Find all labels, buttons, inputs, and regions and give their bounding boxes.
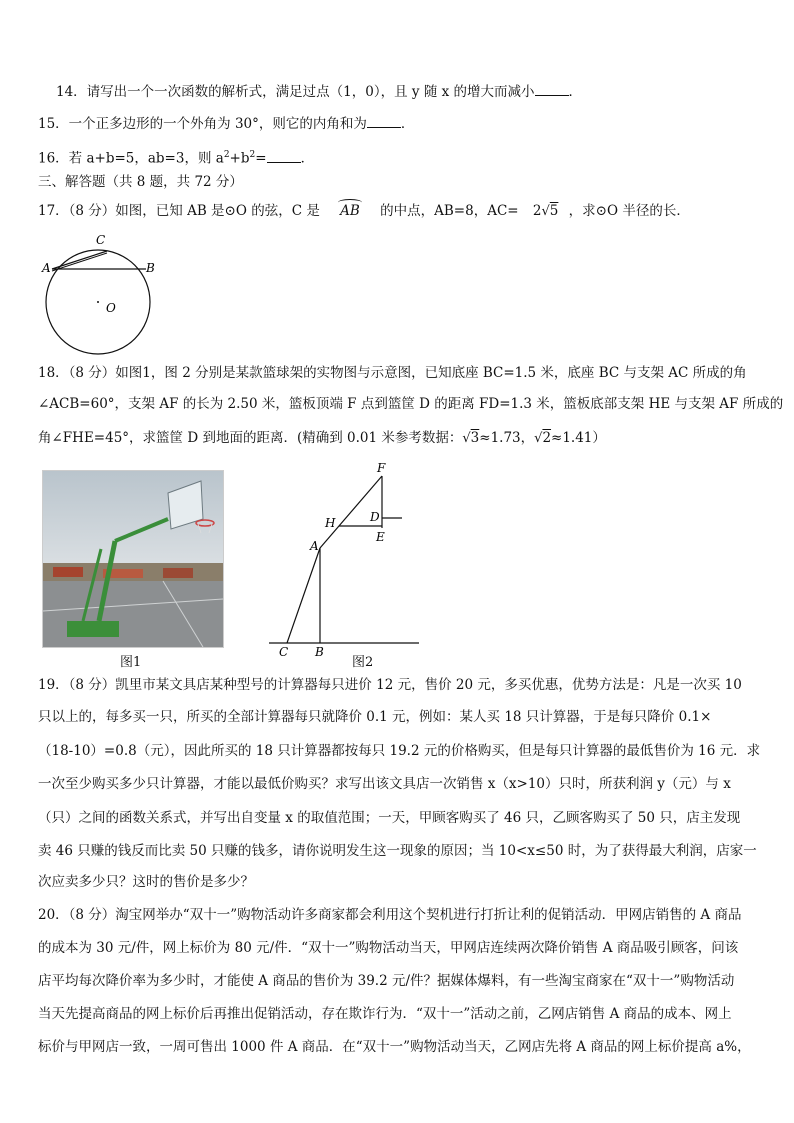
label-h: H [325,516,336,530]
sqrt-symbol: √ [541,204,550,219]
question-19-line: （18-10）=0.8（元），因此所买的 18 只计算器都按每只 19.2 元的价格购买，但是每只计算器的最低售价为 16 元．求 [38,743,761,759]
question-19-line: 19．（8 分）凯里市某文具店某种型号的计算器每只进价 12 元，售价 20 元，多买优惠，优势方法是：凡是一次买 10 [38,677,742,693]
answer-blank [367,115,401,128]
arc-ab: AB [340,203,360,219]
label-d: D [370,510,380,524]
label-c2: C [279,645,289,659]
chord-ac-shadow [52,253,107,271]
label-f: F [377,461,386,475]
question-19-line: 一次至少购买多少只计算器，才能以最低价购买？求写出该文具店一次销售 x（x>10）只时，所获利润 y（元）与 x [38,776,731,792]
question-20-line: 店平均每次降价率为多少时，才能使 A 商品的售价为 39.2 元/件？据媒体爆料，有一些淘宝商家在“双十一”购物活动 [38,973,735,989]
question-16: 16．若 a+b=5，ab=3，则 $a^2+b^2=$ ． [38,150,315,167]
support-ac [287,548,320,643]
answer-blank [535,83,569,96]
section-heading: 三、解答题（共 8 题，共 72 分） [38,174,243,190]
question-19-line: （只）之间的函数关系式，并写出自变量 x 的取值范围；一天，甲顾客购买了 46 只，乙顾客购买了 50 只，店主发现 [38,810,741,826]
label-a: A [42,261,51,275]
question-20-line: 20．（8 分）淘宝网举办“双十一”购物活动许多商家都会利用这个契机进行打折让利的促销活动．甲网店销售的 A 商品 [38,907,742,923]
question-18-line3: 角∠FHE=45°，求篮筐 D 到地面的距离．(精确到 0.01 米参考数据：√3≈1.73，√2≈1.41） [38,430,606,446]
label-b: B [146,261,155,275]
q14-text: 14．请写出一个一次函数的解析式，满足过点（1，0），且 y 随 x 的增大而减小 [56,84,535,100]
center-point [97,301,99,303]
question-20-line: 的成本为 30 元/件，网上标价为 80 元/件．“双十一”购物活动当天，甲网店连续两次降价销售 A 商品吸引顾客，问该 [38,940,739,956]
question-19-line: 只以上的，每多买一只，所买的全部计算器每只就降价 0.1 元，例如：某人买 18 只计算器，于是每只降价 0.1× [38,709,712,725]
label-b2: B [315,645,324,659]
question-20-line: 当天先提高商品的网上标价后再推出促销活动，存在欺诈行为．“双十一”活动之前，乙网店销售 A 商品的成本、网上 [38,1006,732,1022]
label-o: O [106,301,116,315]
figure2-caption: 图2 [352,655,374,670]
schematic-figure [265,458,425,663]
question-15: 15．一个正多边形的一个外角为 30°，则它的内角和为 ． [38,116,415,132]
question-19-line: 卖 46 只赚的钱反而比卖 50 只赚的钱多，请你说明发生这一现象的原因；当 10<x≤50 时，为了获得最大利润，店家一 [38,843,757,859]
question-20-line: 标价与甲网店一致，一周可售出 1000 件 A 商品．在“双十一”购物活动当天，乙网店先将 A 商品的网上标价提高 a%， [38,1039,751,1055]
label-c: C [96,233,106,247]
basketball-hoop-photo [42,470,224,648]
label-a2: A [310,539,319,553]
label-e: E [376,530,385,544]
answer-blank [267,150,301,163]
question-14: 14．请写出一个一次函数的解析式，满足过点（1，0），且 y 随 x 的增大而减小 ． [56,84,583,100]
question-17: 17．（8 分）如图，已知 AB 是⊙O 的弦，C 是 AB 的中点，AB=8，AC= 2√5 ，求⊙O 半径的长． [38,203,690,219]
question-19-line: 次应卖多少只？这时的售价是多少？ [38,874,254,890]
question-18-line1: 18．（8 分）如图1，图 2 分别是某款篮球架的实物图与示意图，已知底座 BC=1.5 米，底座 BC 与支架 AC 所成的角 [38,365,747,381]
circle-figure [36,230,176,375]
q15-text: 15．一个正多边形的一个外角为 30°，则它的内角和为 [38,116,367,132]
figure1-caption: 图1 [120,655,142,670]
photo-illustration [43,471,223,647]
question-18-line2: ∠ACB=60°，支架 AF 的长为 2.50 米，篮板顶端 F 点到篮筐 D 的距离 FD=1.3 米，篮板底部支架 HE 与支架 AF 所成的 [38,396,784,412]
